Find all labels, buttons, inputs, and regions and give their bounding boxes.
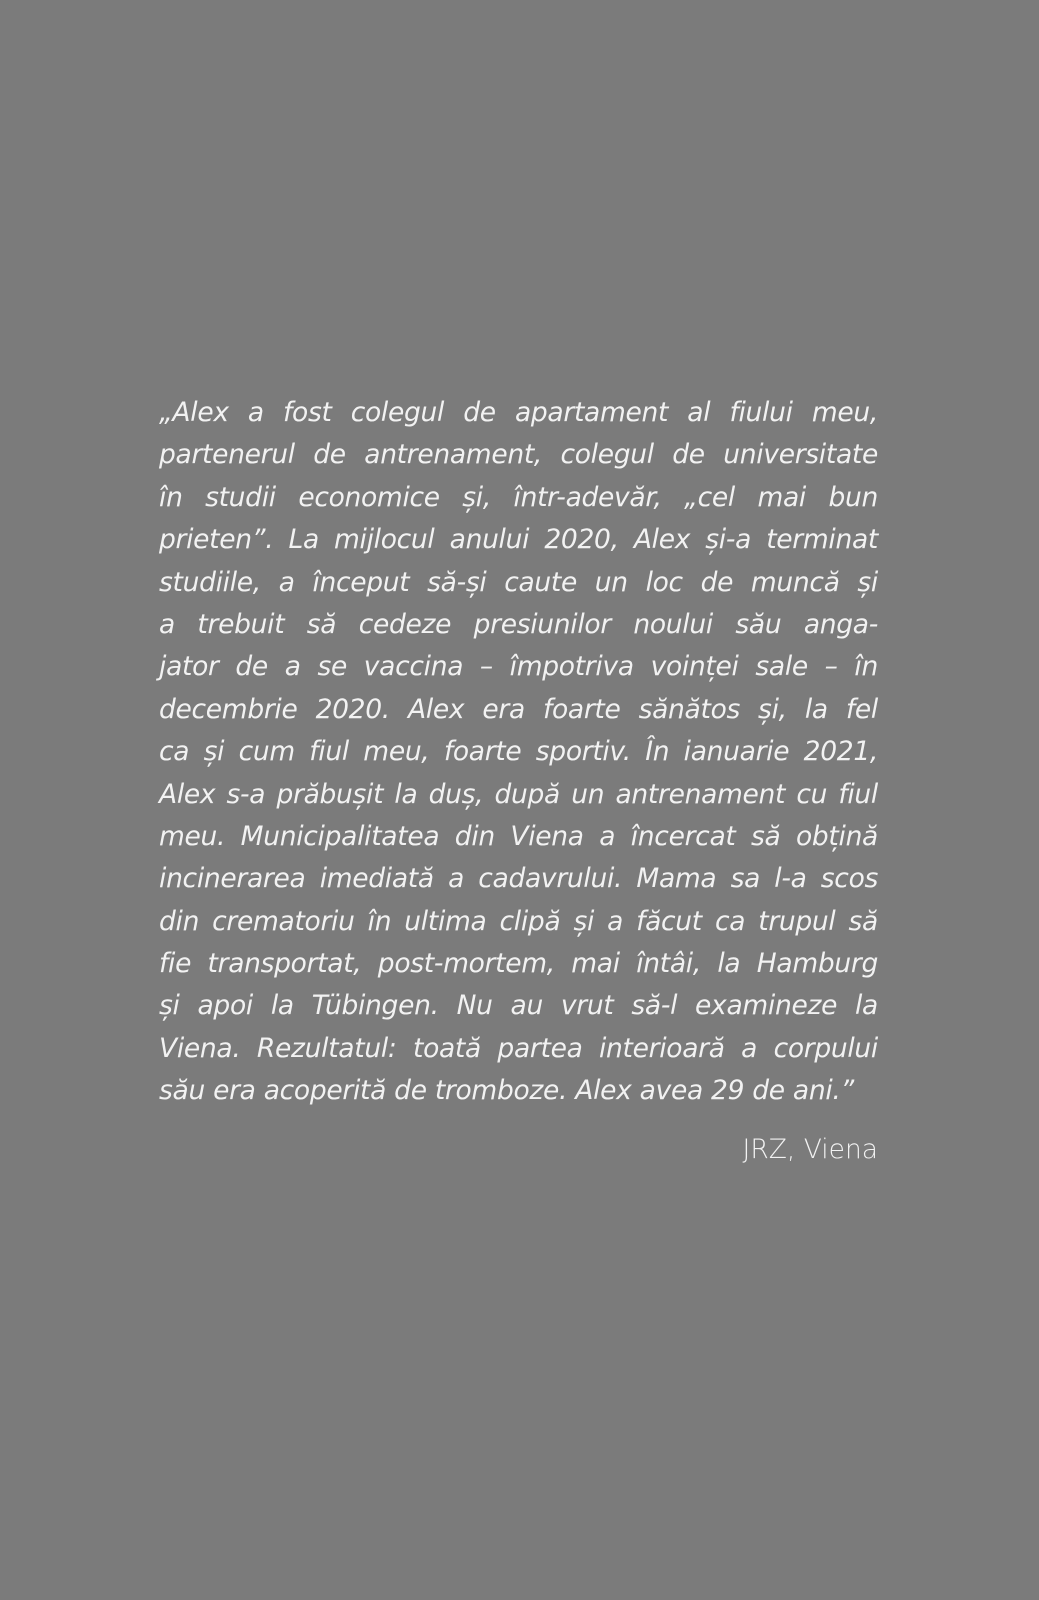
quote-line: și apoi la Tübingen. Nu au vrut să-l examineze la xyxy=(159,990,878,1022)
quote-line: în studii economice și, într-adevăr, „cel mai bun xyxy=(159,481,878,513)
quote-line: partenerul de antrenament, colegul de universitate xyxy=(159,439,878,471)
testimonial-quote xyxy=(159,392,878,1113)
quote-line: „Alex a fost colegul de apartament al fiului meu, xyxy=(159,397,878,428)
quote-line: studiile, a început să-și caute un loc de muncă și xyxy=(159,566,878,598)
quote-line: ca și cum fiul meu, foarte sportiv. În ianuarie 2021, xyxy=(159,736,878,768)
quote-line: Viena. Rezultatul: toată partea interioară a corpului xyxy=(159,1032,878,1064)
quote-line: din crematoriu în ultima clipă și a făcut ca trupul să xyxy=(159,905,878,937)
quote-line: decembrie 2020. Alex era foarte sănătos și, la fel xyxy=(159,693,878,725)
quote-line: prieten”. La mijlocul anului 2020, Alex și-a terminat xyxy=(159,524,878,556)
quote-line: incinerarea imediată a cadavrului. Mama sa l-a scos xyxy=(159,863,878,895)
quote-line: său era acoperită de tromboze. Alex avea 29 de ani.” xyxy=(159,1075,854,1107)
quote-line: fie transportat, post-mortem, mai întâi, la Hamburg xyxy=(159,948,878,980)
quote-line: jator de a se vaccina – împotriva voinței sale – în xyxy=(159,651,878,683)
quote-line: meu. Municipalitatea din Viena a încercat să obțină xyxy=(159,820,878,852)
quote-line: Alex s-a prăbușit la duș, după un antrenament cu fiul xyxy=(159,778,878,810)
quote-attribution: JRZ, Viena xyxy=(742,1134,878,1165)
quote-line: a trebuit să cedeze presiunilor noului său anga- xyxy=(159,608,878,640)
